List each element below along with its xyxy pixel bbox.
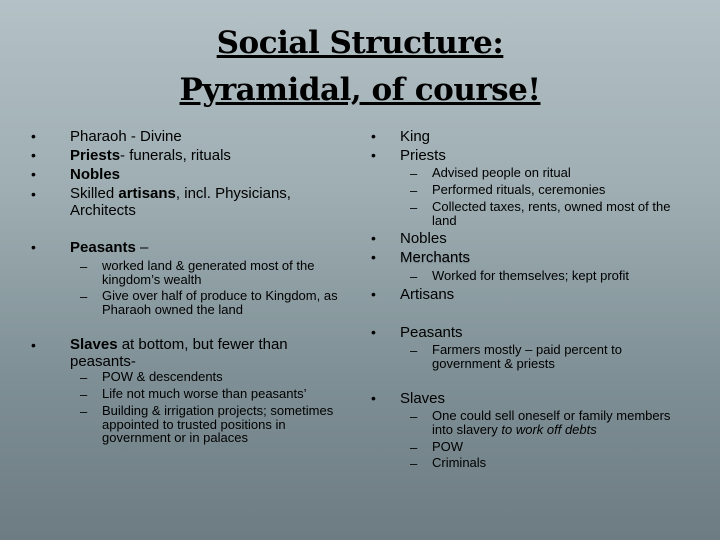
bullet: • [31, 147, 36, 163]
title-line-2: Pyramidal, of course! [179, 72, 541, 108]
list-item-priests: Priests [400, 147, 446, 164]
bullet: • [371, 324, 376, 340]
list-item-king: King [400, 128, 431, 145]
sub-item: Give over half of produce to Kingdom, as Pharaoh owned the land [102, 288, 338, 317]
list-item-peasants: Peasants – [70, 239, 149, 256]
list-item-priests: Priests- funerals, rituals [70, 147, 231, 164]
sub-item: Life not much worse than peasants’ [102, 386, 307, 401]
sub-item: Criminals [432, 455, 487, 470]
list-item-artisans: Skilled artisans, incl. Physicians, Architects [70, 185, 291, 219]
title-line-1: Social Structure: [216, 25, 504, 61]
dash: – [80, 289, 88, 304]
bullet: • [31, 186, 36, 202]
dash: – [410, 200, 418, 215]
sub-item: Collected taxes, rents, owned most of the land [432, 199, 671, 228]
dash: – [80, 259, 88, 274]
bullet: • [31, 166, 36, 182]
dash: – [80, 387, 88, 402]
bullet: • [371, 128, 376, 144]
dash: – [410, 269, 418, 284]
dash: – [80, 404, 88, 419]
sub-item: One could sell oneself or family members into slavery to work off debts [432, 408, 671, 437]
dash: – [410, 440, 418, 455]
bullet: • [31, 239, 36, 255]
sub-item: Worked for themselves; kept profit [432, 268, 630, 283]
sub-item: Advised people on ritual [432, 165, 571, 180]
slide-title [0, 20, 720, 114]
sub-item: worked land & generated most of the kingdom’s wealth [102, 258, 315, 287]
sub-item: POW & descendents [102, 369, 223, 384]
bullet: • [371, 147, 376, 163]
list-item-merchants: Merchants [400, 249, 471, 266]
list-item-artisans: Artisans [400, 286, 455, 303]
dash: – [410, 456, 418, 471]
sub-item: Building & irrigation projects; sometimes appointed to trusted positions in government or in palaces [102, 403, 334, 445]
list-item-slaves: Slaves [400, 390, 446, 407]
sub-item: Farmers mostly – paid percent to government & priests [432, 342, 623, 371]
bullet: • [371, 230, 376, 246]
dash: – [410, 183, 418, 198]
bullet: • [371, 390, 376, 406]
sub-item: POW [432, 439, 464, 454]
bullet: • [31, 337, 36, 353]
dash: – [410, 166, 418, 181]
list-item-nobles: Nobles [70, 166, 121, 183]
bullet: • [371, 249, 376, 265]
dash: – [80, 370, 88, 385]
dash: – [410, 409, 418, 424]
sub-item: Performed rituals, ceremonies [432, 182, 606, 197]
list-item-peasants: Peasants [400, 324, 463, 341]
list-item-pharaoh: Pharaoh - Divine [70, 128, 182, 145]
list-item-slaves: Slaves at bottom, but fewer than peasants- [70, 336, 288, 370]
dash: – [410, 343, 418, 358]
bullet: • [31, 128, 36, 144]
bullet: • [371, 286, 376, 302]
list-item-nobles: Nobles [400, 230, 447, 247]
